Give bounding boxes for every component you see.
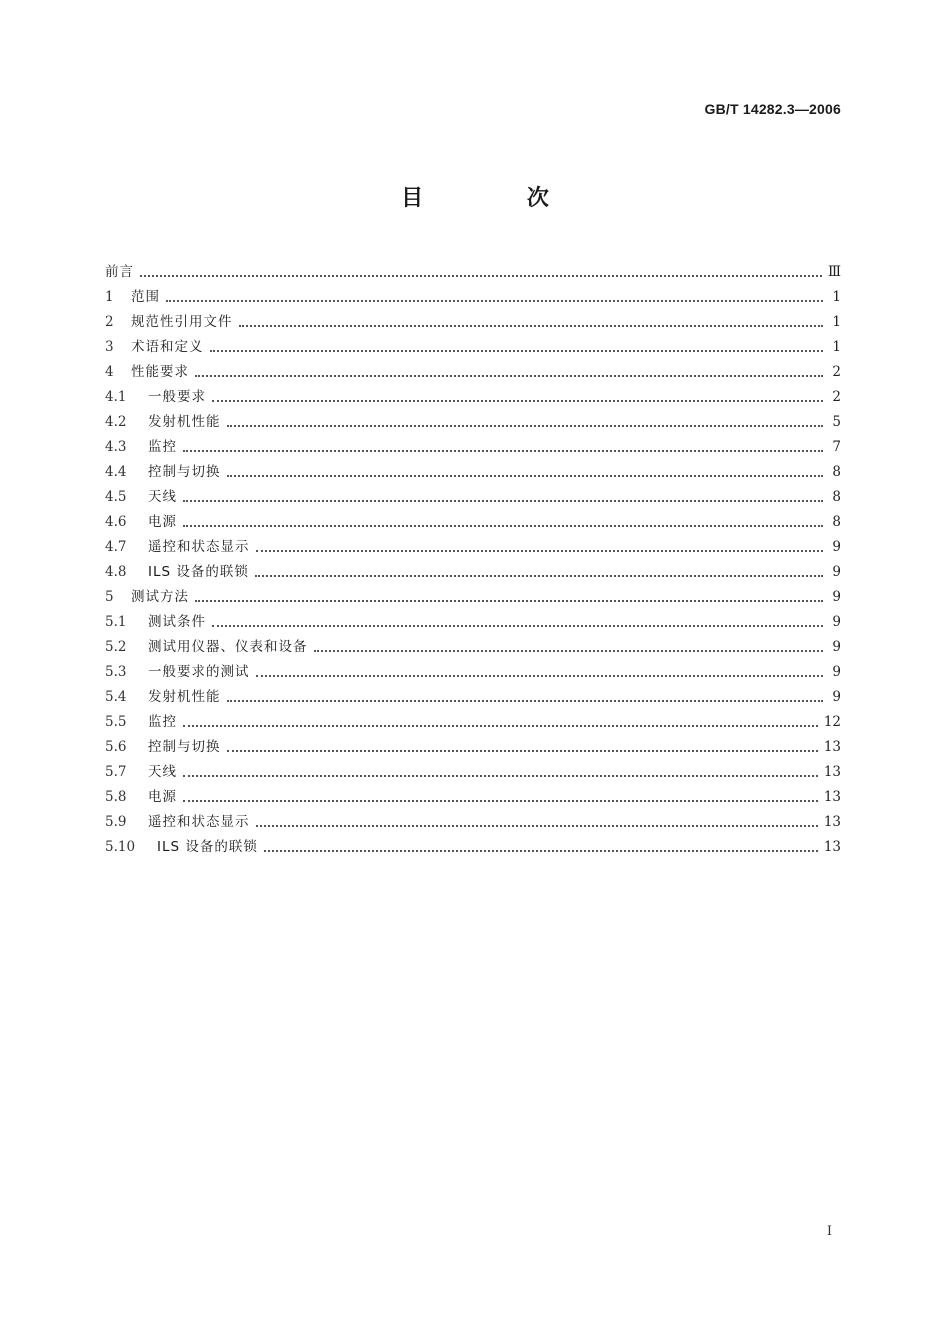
toc-entry-title: 遥控和状态显示 <box>148 539 250 555</box>
toc-entry[interactable] <box>105 585 841 610</box>
toc-entry[interactable] <box>105 835 841 860</box>
toc-entry-number: 4.8 <box>105 564 127 580</box>
toc-entry-title: 监控 <box>148 714 177 730</box>
toc-entry-title: 测试方法 <box>131 589 189 605</box>
toc-entry-number: 5.1 <box>105 614 127 630</box>
toc-entry-page: 8 <box>832 514 841 530</box>
toc-leader-dots <box>227 735 818 760</box>
toc-leader-dots <box>183 510 823 535</box>
toc-entry-page: 9 <box>832 689 841 705</box>
toc-entry-page: 9 <box>832 614 841 630</box>
toc-entry-title: 一般要求的测试 <box>148 664 250 680</box>
toc-entry[interactable] <box>105 360 841 385</box>
toc-entry[interactable] <box>105 435 841 460</box>
toc-entry-number: 5 <box>105 589 114 605</box>
toc-entry[interactable] <box>105 735 841 760</box>
toc-entry-title: 规范性引用文件 <box>131 314 233 330</box>
toc-entry-title: 电源 <box>148 514 177 530</box>
toc-entry-title: 天线 <box>148 764 177 780</box>
toc-entry[interactable] <box>105 385 841 410</box>
toc-entry-page: 13 <box>823 789 841 805</box>
toc-entry-number: 4.3 <box>105 439 127 455</box>
toc-leader-dots <box>227 685 824 710</box>
toc-entry-number: 4.7 <box>105 539 127 555</box>
toc-entry-page: 13 <box>823 814 841 830</box>
toc-leader-dots <box>256 660 824 685</box>
toc-entry-number: 5.6 <box>105 739 127 755</box>
toc-entry-title: 术语和定义 <box>131 339 204 355</box>
toc-entry-number: 4.6 <box>105 514 127 530</box>
toc-entry[interactable] <box>105 310 841 335</box>
toc-leader-dots <box>314 635 824 660</box>
toc-entry[interactable] <box>105 535 841 560</box>
toc-entry-page: 7 <box>832 439 841 455</box>
toc-entry[interactable] <box>105 610 841 635</box>
toc-entry-title: 性能要求 <box>131 364 189 380</box>
toc-entry-number: 4.5 <box>105 489 127 505</box>
toc-entry-page: 9 <box>832 639 841 655</box>
toc-leader-dots <box>183 435 823 460</box>
toc-entry-title: 电源 <box>148 789 177 805</box>
page-title: 目 次 <box>401 186 597 211</box>
toc-entry-title: 发射机性能 <box>148 414 221 430</box>
toc-leader-dots <box>195 585 823 610</box>
document-code: GB/T 14282.3—2006 <box>704 101 841 117</box>
toc-leader-dots <box>183 485 823 510</box>
toc-entry-number: 5.3 <box>105 664 127 680</box>
toc-leader-dots <box>264 835 818 860</box>
toc-entry-title: 发射机性能 <box>148 689 221 705</box>
toc-entry-page: 13 <box>823 764 841 780</box>
toc-leader-dots <box>183 710 818 735</box>
toc-entry-page: Ⅲ <box>827 264 841 280</box>
toc-entry[interactable] <box>105 335 841 360</box>
toc-entry[interactable] <box>105 810 841 835</box>
toc-entry[interactable] <box>105 710 841 735</box>
page-number: I <box>826 1224 832 1239</box>
toc-leader-dots <box>212 610 823 635</box>
toc-entry-page: 1 <box>832 314 841 330</box>
toc-entry-page: 13 <box>823 739 841 755</box>
toc-entry-title: 范围 <box>131 289 160 305</box>
toc-entry-title: 天线 <box>148 489 177 505</box>
toc-leader-dots <box>140 260 822 285</box>
toc-entry[interactable] <box>105 285 841 310</box>
toc-entry-page: 2 <box>832 389 841 405</box>
toc-entry-number: 5.4 <box>105 689 127 705</box>
toc-entry-number: 5.10 <box>105 839 136 855</box>
toc-entry-page: 9 <box>832 564 841 580</box>
toc-entry-page: 2 <box>832 364 841 380</box>
toc-leader-dots <box>183 760 818 785</box>
toc-entry[interactable] <box>105 560 841 585</box>
toc-leader-dots <box>255 560 823 585</box>
toc-entry-title: 测试用仪器、仪表和设备 <box>148 639 308 655</box>
toc-leader-dots <box>212 385 823 410</box>
toc-entry-page: 1 <box>832 339 841 355</box>
toc-entry-page: 8 <box>832 489 841 505</box>
toc-entry[interactable] <box>105 460 841 485</box>
toc-entry[interactable] <box>105 785 841 810</box>
toc-entry-page: 8 <box>832 464 841 480</box>
toc-entry-page: 5 <box>832 414 841 430</box>
toc-entry[interactable] <box>105 485 841 510</box>
toc-entry-title: ILS 设备的联锁 <box>148 564 249 580</box>
toc-entry-title: ILS 设备的联锁 <box>157 839 258 855</box>
toc-entry[interactable] <box>105 685 841 710</box>
toc-entry[interactable] <box>105 410 841 435</box>
toc-entry-page: 9 <box>832 664 841 680</box>
toc-entry-title: 控制与切换 <box>148 739 221 755</box>
toc-entry-number: 4.4 <box>105 464 127 480</box>
toc-entry[interactable] <box>105 510 841 535</box>
toc-entry-page: 12 <box>823 714 841 730</box>
table-of-contents <box>105 260 841 860</box>
toc-leader-dots <box>183 785 818 810</box>
toc-entry-page: 9 <box>832 589 841 605</box>
toc-entry-number: 5.2 <box>105 639 127 655</box>
toc-leader-dots <box>256 810 818 835</box>
toc-entry-title: 前言 <box>105 264 134 280</box>
toc-entry-title: 一般要求 <box>148 389 206 405</box>
toc-entry-title: 控制与切换 <box>148 464 221 480</box>
toc-entry-number: 4 <box>105 364 114 380</box>
toc-entry[interactable] <box>105 760 841 785</box>
toc-entry-title: 遥控和状态显示 <box>148 814 250 830</box>
toc-entry-number: 1 <box>105 289 114 305</box>
toc-entry-number: 3 <box>105 339 114 355</box>
toc-leader-dots <box>210 335 824 360</box>
toc-leader-dots <box>256 535 824 560</box>
toc-entry-number: 4.1 <box>105 389 127 405</box>
toc-entry[interactable] <box>105 660 841 685</box>
toc-entry[interactable] <box>105 260 841 285</box>
toc-entry-page: 1 <box>832 289 841 305</box>
toc-leader-dots <box>227 410 824 435</box>
toc-entry[interactable] <box>105 635 841 660</box>
toc-entry-number: 5.7 <box>105 764 127 780</box>
toc-leader-dots <box>227 460 824 485</box>
toc-entry-number: 5.5 <box>105 714 127 730</box>
toc-entry-title: 测试条件 <box>148 614 206 630</box>
toc-leader-dots <box>195 360 823 385</box>
toc-entry-number: 5.8 <box>105 789 127 805</box>
toc-entry-number: 5.9 <box>105 814 127 830</box>
toc-leader-dots <box>239 310 824 335</box>
toc-entry-number: 2 <box>105 314 114 330</box>
toc-entry-page: 13 <box>823 839 841 855</box>
toc-leader-dots <box>166 285 823 310</box>
toc-entry-number: 4.2 <box>105 414 127 430</box>
toc-entry-page: 9 <box>832 539 841 555</box>
toc-entry-title: 监控 <box>148 439 177 455</box>
